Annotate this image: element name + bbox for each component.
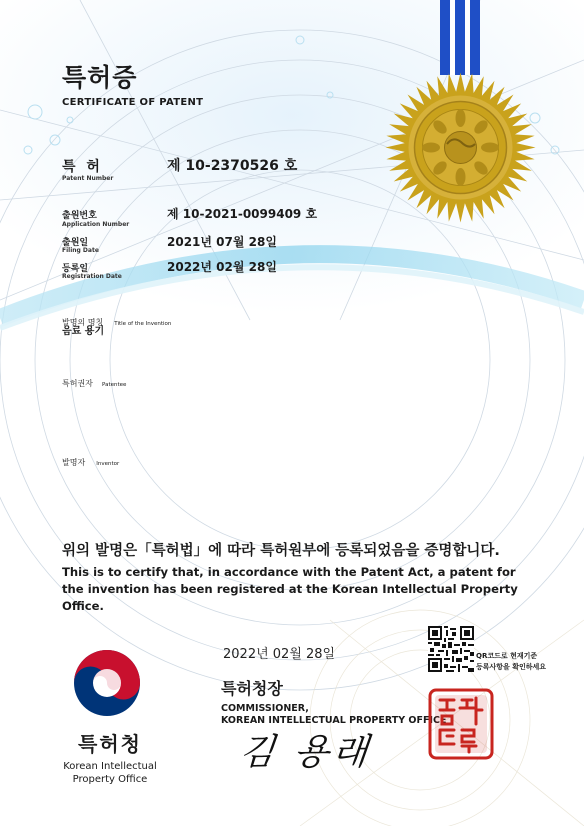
qr-code[interactable] [428,626,474,672]
qr-note [476,651,571,673]
signature: 김 용래 [237,732,374,773]
certification-text-ko: 위의 발명은「특허법」에 따라 특허원부에 등록되었음을 증명합니다. [62,543,500,559]
registration-date-label-en: Registration Date [62,273,122,280]
registration-date: 2022년 02월 28일 [167,260,277,274]
filing-date-label-en: Filing Date [62,247,99,254]
patent-number: 제 10-2370526 호 [167,158,298,174]
inventor-label [62,450,119,469]
patent-number-label: 특 허 [62,159,103,175]
application-number-label-en: Application Number [62,221,130,228]
certificate-title: 특허증 [62,63,138,92]
filing-date-label: 출원일 [62,238,89,248]
office-name-en-line1: Korean Intellectual [63,761,157,772]
office-name-en-line2: Property Office [72,774,148,785]
registration-date-label: 등록일 [62,264,89,274]
certificate-title-en: CERTIFICATE OF PATENT [62,97,204,108]
patent-number-label-en: Patent Number [62,175,114,182]
invention-title: 음료 용기 [62,326,105,337]
application-number-label: 출원번호 [62,211,97,221]
office-name-en [50,760,170,786]
commissioner-title-en-line1: COMMISSIONER, [221,703,309,714]
official-stamp-icon [428,688,494,760]
qr-code-icon [428,626,474,672]
invention-label-en: Title of the Invention [114,321,172,327]
patentee-label-ko: 특허권자 [62,379,93,388]
application-number: 제 10-2021-0099409 호 [167,207,318,221]
qr-note-line1: QR코드로 현재기준 [476,652,538,660]
filing-date: 2021년 07월 28일 [167,235,277,249]
invention-label-ko: 발명의 명칭 [62,318,104,327]
commissioner-title: 특허청장 [221,679,283,698]
issue-date: 2022년 02월 28일 [223,647,336,662]
qr-note-line2: 등록사항을 확인하세요 [476,663,547,671]
taegeuk-logo-icon [72,648,142,718]
patentee-label-en: Patentee [102,382,127,388]
commissioner-title-en-line2: KOREAN INTELLECTUAL PROPERTY OFFICE [221,715,447,726]
certification-text-en: This is to certify that, in accordance with the Patent Act, a patent for the invention has been registered at the Korean Intellectual Property Office. [62,565,518,613]
inventor-label-en: Inventor [96,461,120,467]
patentee-label [62,371,126,390]
inventor-label-ko: 발명자 [62,458,86,467]
gold-seal-icon [383,70,538,225]
office-name: 특허청 [78,732,142,756]
